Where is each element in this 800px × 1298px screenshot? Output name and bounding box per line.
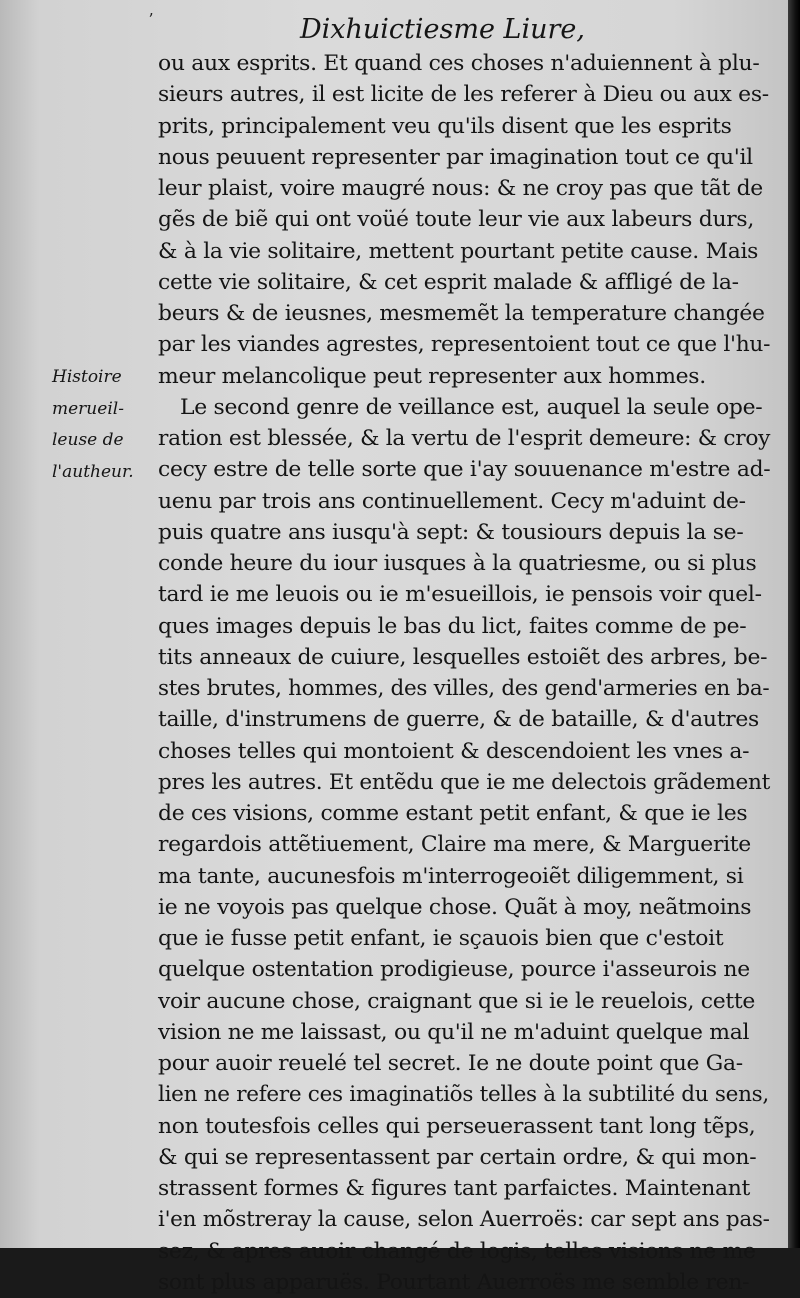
text-line: sieurs autres, il est licite de les referer à Dieu ou aux es- <box>158 82 769 108</box>
text-line: non toutesfois celles qui perseuerassent tant long tẽps, <box>158 1113 756 1139</box>
text-line: strassent formes & figures tant parfaictes. Maintenant <box>158 1176 751 1201</box>
text-line: ma tante, aucunesfois m'interrogeoiẽt diligemment, si <box>158 863 744 889</box>
text-line: leur plaist, voire maugré nous: & ne croy pas que tãt de <box>158 176 763 201</box>
text-line: stes brutes, hommes, des villes, des gend'armeries en ba- <box>158 676 770 701</box>
text-line: sont plus apparuës. Pourtant Auerroës me semble ren- <box>158 1269 750 1295</box>
text-line: cette vie solitaire, & cet esprit malade & affligé de la- <box>158 269 739 295</box>
text-line: vision ne me laissast, ou qu'il ne m'aduint quelque mal <box>158 1019 750 1045</box>
text-line: ie ne voyois pas quelque chose. Quãt à moy, neãtmoins <box>158 894 752 920</box>
text-line: taille, d'instrumens de guerre, & de bataille, & d'autres <box>158 707 759 733</box>
margin-note-line: leuse de <box>52 430 124 450</box>
text-line: puis quatre ans iusqu'à sept: & tousiours depuis la se- <box>158 519 744 545</box>
text-line: ou aux esprits. Et quand ces choses n'aduiennent à plu- <box>158 51 760 76</box>
text-line: lien ne refere ces imaginatiõs telles à la subtilité du sens, <box>158 1082 769 1108</box>
text-line: choses telles qui montoient & descendoient les vnes a- <box>158 738 750 764</box>
text-line: & à la vie solitaire, mettent pourtant petite cause. Mais <box>158 238 759 264</box>
margin-note <box>52 362 162 488</box>
text-line: nous peuuent representer par imagination tout ce qu'il <box>158 144 753 170</box>
page-mark: ʼ <box>148 10 154 29</box>
text-line: regardois attẽtiuement, Claire ma mere, & Marguerite <box>158 832 751 858</box>
text-line: pres les autres. Et entẽdu que ie me delectois grãdement <box>158 769 770 795</box>
text-line: tard ie me leuois ou ie m'esueillois, ie pensois voir quel- <box>158 582 762 608</box>
text-line: par les viandes agrestes, representoient tout ce que l'hu- <box>158 332 771 358</box>
text-line: conde heure du iour iusques à la quatriesme, ou si plus <box>158 551 757 576</box>
text-line: meur melancolique peut representer aux hommes. <box>158 363 706 389</box>
paragraph-start-line: Le second genre de veillance est, auquel la seule ope- <box>180 394 763 420</box>
margin-note-line: Histoire <box>52 367 122 387</box>
margin-note-line: merueil- <box>52 398 124 419</box>
margin-note-line: l'autheur. <box>52 461 134 482</box>
text-line: sez, & apres auoir changé de logis, telles visions ne me <box>158 1238 756 1264</box>
page-edge-shadow <box>788 0 800 1248</box>
text-line: ques images depuis le bas du lict, faites comme de pe- <box>158 613 747 639</box>
text-line: de ces visions, comme estant petit enfant, & que ie les <box>158 801 748 826</box>
text-line: beurs & de ieusnes, mesmemẽt la temperature changée <box>158 301 765 326</box>
text-line: uenu par trois ans continuellement. Cecy m'aduint de- <box>158 488 746 514</box>
text-line: gẽs de biẽ qui ont voüé toute leur vie aux labeurs durs, <box>158 207 754 233</box>
text-line: quelque ostentation prodigieuse, pource i'asseurois ne <box>158 957 750 983</box>
body-text <box>158 48 773 1298</box>
text-line: que ie fusse petit enfant, ie sçauois bien que c'estoit <box>158 926 724 951</box>
text-line: cecy estre de telle sorte que i'ay souuenance m'estre ad- <box>158 457 771 483</box>
text-line: i'en mõstreray la cause, selon Auerroës: car sept ans pas- <box>158 1207 770 1233</box>
text-line: & qui se representassent par certain ordre, & qui mon- <box>158 1144 757 1170</box>
text-line: tits anneaux de cuiure, lesquelles estoiẽt des arbres, be- <box>158 644 768 670</box>
text-line: pour auoir reuelé tel secret. Ie ne doute point que Ga- <box>158 1051 743 1076</box>
text-line: prits, principalement veu qu'ils disent que les esprits <box>158 113 732 139</box>
text-line: ration est blessée, & la vertu de l'esprit demeure: & croy <box>158 426 771 451</box>
text-line: voir aucune chose, craignant que si ie le reuelois, cette <box>158 988 756 1014</box>
running-head: Dixhuictiesme Liure, <box>300 14 585 45</box>
